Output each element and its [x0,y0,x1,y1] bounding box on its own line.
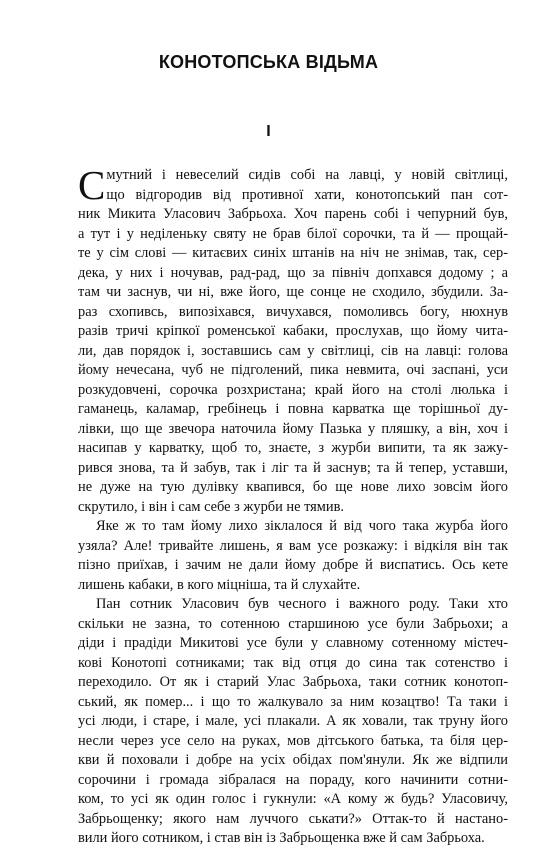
text-line: пізно приїхав, і зачим не дали йому добре й виспатись. Ось кете [78,557,508,573]
text-line: сорочини і громада зібралася на пораду, кого начинити сотни- [78,771,508,788]
text-line: що відгородив від противної хати, конотопський пан сот- [106,186,508,203]
text-line: Яке ж то там йому лихо зіклалося й від чого така журба його [96,518,508,534]
text-line: узяла? Але! тривайте лишень, я вам усе розкажу: і відкіля він так [78,537,508,554]
text-line: насипав у карватку, щоб то, знаєте, з журби випити, та як зажу- [78,440,508,456]
text-line: рився знова, та й забув, так і ліг та й заснув; та й тепер, уставши, [78,459,508,476]
text-line: раз схопивсь, випозіхався, вичухався, помоливсь богу, нюхнув [78,303,508,320]
document-title: КОНОТОПСЬКА ВІДЬМА [158,52,379,72]
text-line: разів тричі кріпкої роменської кабаки, прослухав, що йому чита- [78,323,508,339]
text-line: мутний і невеселий сидів собі на лавці, у новій світлиці, [106,167,508,183]
text-line: скільки не зазна, то сотенною старшиною усе були Забрьохи; а [78,615,508,632]
text-line: дека, у них і ночував, рад-рад, що за північ допхався додому ; а [78,264,508,281]
body-text [78,162,508,849]
paragraph-1 [78,162,508,517]
text-line: несли через усе село на руках, мов дітського батька, та біля цер- [78,732,508,749]
text-line: переходило. От як і старий Улас Забрьоха, таки сотник конотоп- [78,674,508,690]
text-line: усі люди, і старе, і мале, усі плакали. А як ховали, так труну його [78,713,508,729]
text-line: лівки, що ще звечора наточила йому Пазька у пляшку, а він, хоч і [78,420,508,437]
text-line: ли, дав порядок і, зоставшись сам у світлиці, сів на лавці: голова [78,342,508,359]
text-line: ський, як помер... і що то жалкувало за ним козацтво! Та таки і [78,693,508,710]
text-line: кові Конотопі сотниками; так від отця до сина так сотенство і [78,654,508,671]
text-line: не дуже на тую дулівку квапився, бо ще нове лихо зовсім його [78,479,508,495]
text-line: розкудовчені, сорочка розхристана; край його на столі люлька і [78,381,508,398]
text-line: скрутило, і він і сам себе з журби не тямив. [78,498,344,515]
chapter-number: І [266,123,271,140]
text-line: Пан сотник Уласович був чесного і важного роду. Таки хто [96,596,508,612]
paragraph-2 [78,517,508,595]
text-line: кви й поховали і добре на усіх обідах пом'янули. Як же відпили [78,752,508,768]
text-line: гаманець, каламар, гребінець і повна карватка ще торішньої ду- [78,401,508,417]
text-line: Забрьощенку; якого нам луччого ськати?» Оттак-то й настано- [78,810,508,827]
text-line: ком, то усі як один голос і гукнули: «А кому ж будь? Уласовичу, [78,791,508,807]
text-line: лишень кабаки, в кого міцніша, та й слухайте. [78,576,361,593]
drop-cap: С [78,162,106,208]
paragraph-3 [78,595,508,849]
text-line: вили його сотником, і став він із Забрьощенка вже й сам Забрьоха. [78,830,485,846]
text-line: йому нечесана, чуб не підголений, пика невмита, очі заспані, уси [78,362,508,378]
text-line: діди і прадіди Микитові усе були у славному сотенному містеч- [78,635,508,651]
text-line: ник Микита Уласович Забрьоха. Хоч парень собі і чепурний був, [78,206,508,222]
text-line: а тут і у неділеньку святу не брав білої сорочки, та й — прощай- [78,225,508,242]
text-line: там чи заснув, чи ні, вже його, ще сонце не сходило, збудили. За- [78,284,508,300]
text-line: те у сім слові — китаєвих синіх штанів на ніч не знімав, так, сер- [78,245,508,261]
